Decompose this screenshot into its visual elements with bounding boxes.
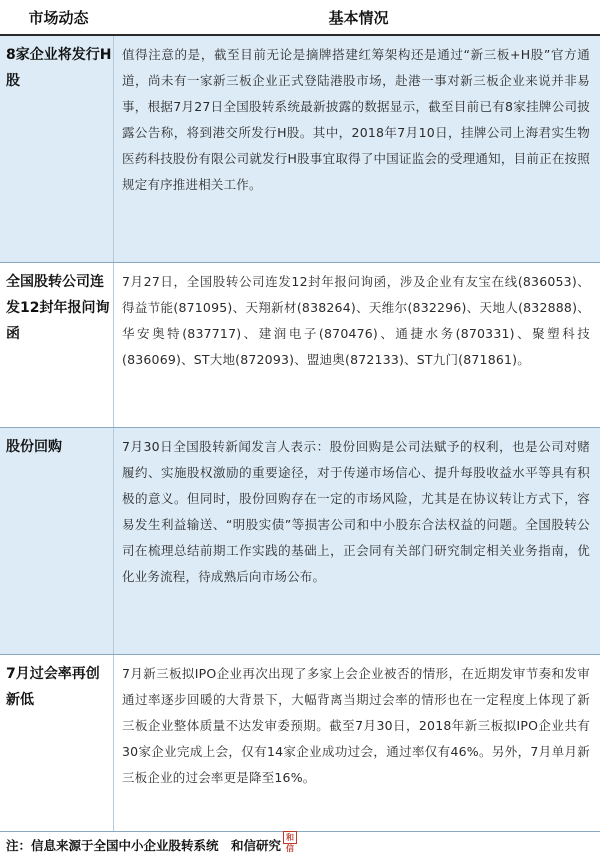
row-title: 股份回购 — [0, 428, 114, 654]
row-text: 7月新三板拟IPO企业再次出现了多家上会企业被否的情形，在近期发审节奏和发审通过率逐步回暖的大背景下，大幅背离当期过会率的情形也在一定程度上体现了新三板企业整体质量不达发审委预期。截至7月30日，2018年新三板拟IPO企业共有30家企业完成上会，仅有14家企业成功过会，通过率仅有46%。另外，7月单月新三板企业的过会率更是降至16%。 — [122, 666, 590, 785]
table-header — [0, 0, 600, 36]
row-text: 值得注意的是，截至目前无论是摘牌搭建红筹架构还是通过“新三板+H股”官方通道，尚未有一家新三板企业正式登陆港股市场，赴港一事对新三板企业来说并非易事，根据7月27日全国股转系统最新披露的数据显示，截至目前已有8家挂牌公司披露公告称，将到港交所发行H股。其中，2018年7月10日，挂牌公司上海君实生物医药科技股份有限公司就发行H股事宜取得了中国证监会的受理通知，目前正在按照规定有序推进相关工作。 — [122, 47, 590, 192]
row-title: 全国股转公司连发12封年报问询函 — [0, 263, 114, 427]
table-row — [0, 428, 600, 655]
seal-logo: 和信 — [283, 831, 297, 844]
row-text: 7月27日，全国股转公司连发12封年报问询函，涉及企业有友宝在线(836053)、得益节能(871095)、天翔新材(838264)、天维尔(832296)、天地人(832888)、华安奥特(837717)、建润电子(870476)、通捷水务(870331)、聚塑科技(836069)、ST大地(872093)、盟迪奥(872133)、ST九门(871861)。 — [122, 274, 590, 367]
header-market-news: 市场动态 — [28, 8, 89, 27]
row-title: 7月过会率再创新低 — [0, 655, 114, 831]
source-note — [6, 831, 297, 854]
row-title: 8家企业将发行H股 — [0, 36, 114, 262]
source-note-text: 注：信息来源于全国中小企业股转系统 和信研究 — [6, 838, 282, 853]
header-basic-info: 基本情况 — [328, 8, 389, 27]
table-row — [0, 655, 600, 832]
table-row — [0, 263, 600, 428]
row-text: 7月30日全国股转新闻发言人表示：股份回购是公司法赋予的权利，也是公司对赌履约、实施股权激励的重要途径，对于传递市场信心、提升每股收益水平等具有积极的意义。但同时，股份回购存在一定的市场风险，尤其是在协议转让方式下，容易发生利益输送、“明股实债”等损害公司和中小股东合法权益的问题。全国股转公司在梳理总结前期工作实践的基础上，正会同有关部门研究制定相关业务指南，优化业务流程，待成熟后向市场公布。 — [122, 439, 590, 584]
table-row — [0, 36, 600, 263]
